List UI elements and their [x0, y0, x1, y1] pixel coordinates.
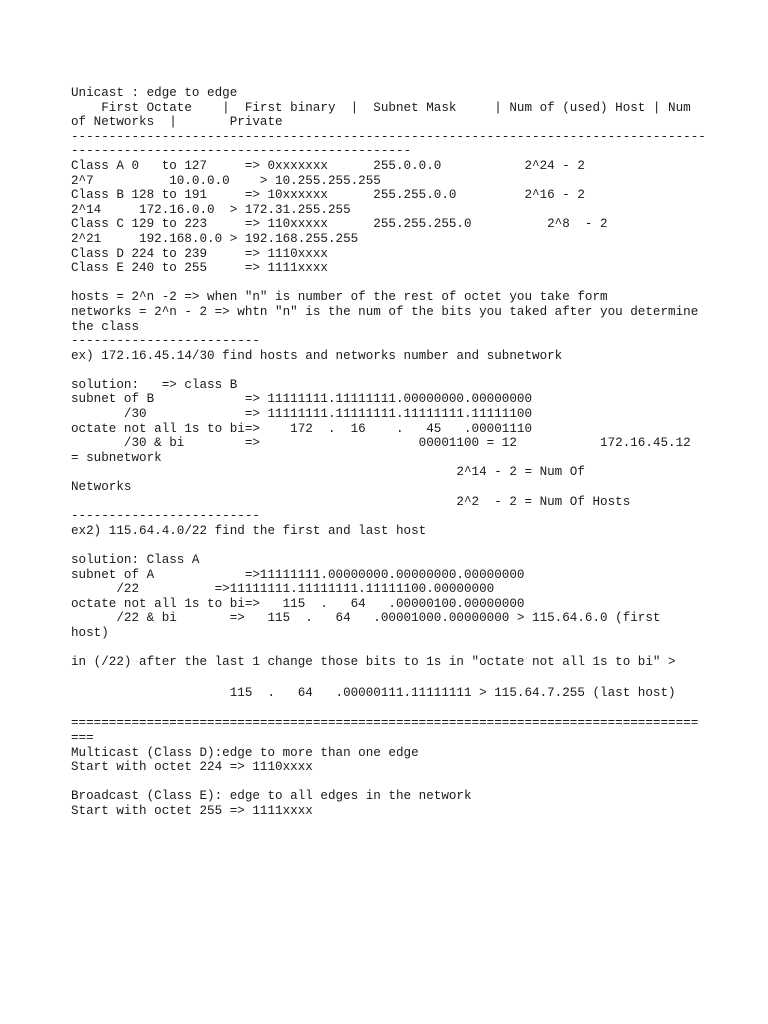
spacer — [71, 641, 711, 656]
multicast-section — [71, 746, 711, 775]
broadcast-heading: Broadcast (Class E): edge to all edges in the network — [71, 789, 472, 804]
solution-line: = subnetwork — [71, 450, 162, 465]
class-row: Class D 224 to 239 => 1110xxxx — [71, 246, 328, 261]
solution-line: Networks — [71, 480, 132, 495]
class-row: Class B 128 to 191 => 10xxxxxx 255.255.0.0 2^16 - 2 — [71, 188, 585, 203]
example-question: ex2) 115.64.4.0/22 find the first and last host — [71, 523, 427, 538]
spacer — [71, 363, 711, 378]
class-row: 2^21 192.168.0.0 > 192.168.255.255 — [71, 231, 359, 246]
multicast-detail: Start with octet 224 => 1110xxxx — [71, 760, 313, 775]
last-host-line: 115 . 64 .00000111.11111111 > 115.64.7.255 (last host) — [71, 685, 676, 700]
formulas-section — [71, 290, 711, 363]
solution-line: solution: Class A — [71, 553, 200, 567]
class-row: 2^14 172.16.0.0 > 172.31.255.255 — [71, 202, 351, 217]
solution-line: /30 & bi => 00001100 = 12 172.16.45.12 — [71, 436, 691, 451]
broadcast-section — [71, 789, 711, 818]
multicast-heading: Multicast (Class D):edge to more than one edge — [71, 745, 419, 760]
solution-line: 2^14 - 2 = Num Of — [71, 465, 585, 480]
solution-line: octate not all 1s to bi=> 115 . 64 .00000100.00000000 — [71, 596, 525, 611]
solution-line: 2^2 - 2 = Num Of Hosts — [71, 494, 631, 509]
formula-line: networks = 2^n - 2 => whtn "n" is the num of the bits you taked after you determine — [71, 304, 699, 319]
unicast-heading: Unicast : edge to edge — [71, 86, 238, 100]
example-question: ex) 172.16.45.14/30 find hosts and networks number and subnetwork — [71, 348, 563, 363]
class-row: Class A 0 to 127 => 0xxxxxxx 255.0.0.0 2^24 - 2 — [71, 158, 585, 173]
formula-line: the class — [71, 319, 140, 334]
unicast-section — [71, 86, 711, 276]
dashed-separator: ------------------------- — [71, 334, 260, 349]
document-page — [71, 86, 711, 819]
spacer — [71, 670, 711, 686]
solution-line: /22 & bi => 115 . 64 .00001000.00000000 > 115.64.6.0 (first — [71, 611, 661, 626]
solution-line: /22 =>11111111.11111111.11111100.00000000 — [71, 582, 495, 597]
formula-line: hosts = 2^n -2 => when "n" is number of the rest of octet you take form — [71, 290, 608, 305]
class-row: Class C 129 to 223 => 110xxxxx 255.255.255.0 2^8 - 2 — [71, 217, 608, 232]
spacer — [71, 538, 711, 553]
double-separator — [71, 716, 711, 745]
spacer — [71, 775, 711, 790]
class-row: 2^7 10.0.0.0 > 10.255.255.255 — [71, 173, 381, 188]
dashed-separator: ------------------------- — [71, 509, 260, 524]
equals-separator: === — [71, 730, 94, 745]
table-header-line: of Networks | Private — [71, 115, 283, 130]
solution-line: solution: => class B — [71, 377, 238, 392]
solution-line: /30 => 11111111.11111111.11111111.11111100 — [71, 407, 533, 422]
solution-line: octate not all 1s to bi=> 172 . 16 . 45 .00001110 — [71, 421, 533, 436]
table-header-line: First Octate | First binary | Subnet Mask | Num of (used) Host | Num — [71, 100, 691, 115]
spacer — [71, 700, 711, 716]
solution-line: host) — [71, 625, 109, 640]
example1-solution — [71, 378, 711, 539]
dashed-separator: --------------------------------------------- — [71, 144, 412, 159]
dashed-separator: ------------------------------------------------------------------------------------ — [71, 129, 706, 144]
class-row: Class E 240 to 255 => 1111xxxx — [71, 261, 328, 276]
solution-line: subnet of B => 11111111.11111111.00000000.00000000 — [71, 392, 533, 407]
note-line: in (/22) after the last 1 change those bits to 1s in "octate not all 1s to bi" > — [71, 655, 676, 670]
broadcast-detail: Start with octet 255 => 1111xxxx — [71, 803, 313, 818]
equals-separator: =================================================================================== — [71, 716, 699, 731]
example2-solution — [71, 553, 711, 700]
spacer — [71, 276, 711, 291]
solution-line: subnet of A =>11111111.00000000.00000000.00000000 — [71, 567, 525, 582]
